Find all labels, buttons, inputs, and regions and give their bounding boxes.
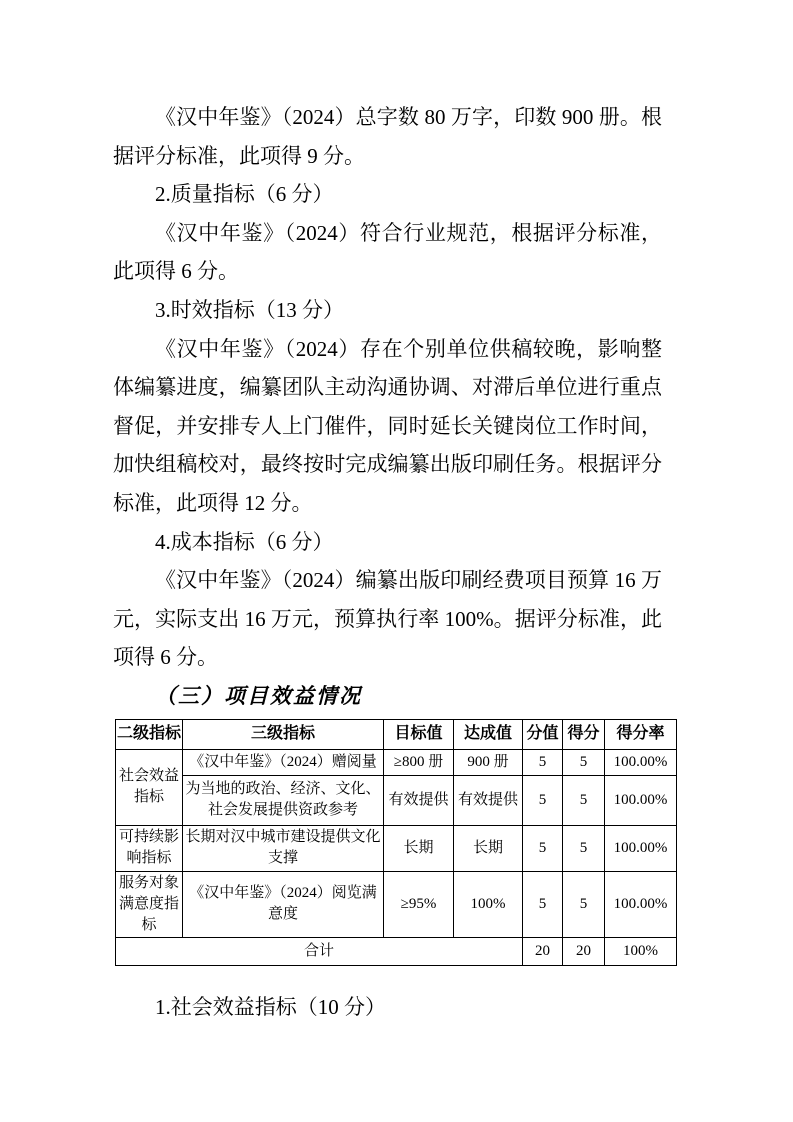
cell-gained: 5 [563, 825, 605, 871]
cell-rate: 100.00% [605, 775, 677, 825]
heading-cost-indicator: 4.成本指标（6 分） [155, 529, 334, 554]
document-content [113, 98, 680, 1026]
table-row [116, 775, 677, 825]
cell-target: 长期 [384, 825, 454, 871]
cell-target: ≥95% [384, 871, 454, 937]
header-cell-score-gained: 得分 [563, 719, 605, 749]
table-row [116, 749, 677, 775]
cell-score: 5 [523, 749, 563, 775]
cell-level2-sustainability: 可持续影响指标 [116, 825, 183, 871]
cell-achieved: 长期 [454, 825, 523, 871]
table-row [116, 871, 677, 937]
paragraph-cost-indicator-result: 《汉中年鉴》（2024）编纂出版印刷经费项目预算 16 万元，实际支出 16 万元，预算执行率 100%。据评分标准，此项得 6 分。 [113, 568, 662, 670]
header-cell-score-rate: 得分率 [605, 719, 677, 749]
cell-total-score: 20 [523, 937, 563, 965]
cell-level3: 《汉中年鉴》（2024）阅览满意度 [183, 871, 384, 937]
cell-rate: 100.00% [605, 749, 677, 775]
header-cell-target-value: 目标值 [384, 719, 454, 749]
cell-gained: 5 [563, 775, 605, 825]
benefit-indicators-table [115, 719, 677, 966]
cell-level3: 《汉中年鉴》（2024）赠阅量 [183, 749, 384, 775]
paragraph-output-indicator-result: 《汉中年鉴》（2024）总字数 80 万字，印数 900 册。根据评分标准，此项得 9 分。 [113, 105, 662, 168]
cell-level2-satisfaction: 服务对象满意度指标 [116, 871, 183, 937]
table-total-row [116, 937, 677, 965]
section-heading-project-benefits: （三）项目效益情况 [155, 683, 362, 708]
header-cell-level3-indicator: 三级指标 [183, 719, 384, 749]
cell-rate: 100.00% [605, 871, 677, 937]
header-cell-level2-indicator: 二级指标 [116, 719, 183, 749]
header-cell-achieved-value: 达成值 [454, 719, 523, 749]
cell-target: ≥800 册 [384, 749, 454, 775]
cell-achieved: 有效提供 [454, 775, 523, 825]
cell-gained: 5 [563, 749, 605, 775]
cell-total-gained: 20 [563, 937, 605, 965]
cell-level2-social-benefit: 社会效益指标 [116, 749, 183, 825]
cell-level3: 为当地的政治、经济、文化、社会发展提供资政参考 [183, 775, 384, 825]
cell-target: 有效提供 [384, 775, 454, 825]
cell-total-label: 合计 [116, 937, 523, 965]
table-header-row [116, 719, 677, 749]
cell-gained: 5 [563, 871, 605, 937]
cell-score: 5 [523, 871, 563, 937]
table-row [116, 825, 677, 871]
cell-level3: 长期对汉中城市建设提供文化支撑 [183, 825, 384, 871]
paragraph-quality-indicator-result: 《汉中年鉴》（2024）符合行业规范，根据评分标准，此项得 6 分。 [113, 220, 662, 284]
heading-social-benefit-indicator: 1.社会效益指标（10 分） [155, 994, 386, 1019]
heading-timeliness-indicator: 3.时效指标（13 分） [155, 297, 344, 322]
cell-achieved: 900 册 [454, 749, 523, 775]
header-cell-score-value: 分值 [523, 719, 563, 749]
cell-achieved: 100% [454, 871, 523, 937]
heading-quality-indicator: 2.质量指标（6 分） [155, 182, 334, 207]
cell-rate: 100.00% [605, 825, 677, 871]
cell-score: 5 [523, 775, 563, 825]
cell-score: 5 [523, 825, 563, 871]
paragraph-timeliness-indicator-result: 《汉中年鉴》（2024）存在个别单位供稿较晚，影响整体编纂进度，编纂团队主动沟通协调、对滞后单位进行重点督促，并安排专人上门催件，同时延长关键岗位工作时间，加快组稿校对，最终按时完成编纂出版印刷任务。根据评分标准，此项得 12 分。 [113, 336, 662, 515]
cell-total-rate: 100% [605, 937, 677, 965]
